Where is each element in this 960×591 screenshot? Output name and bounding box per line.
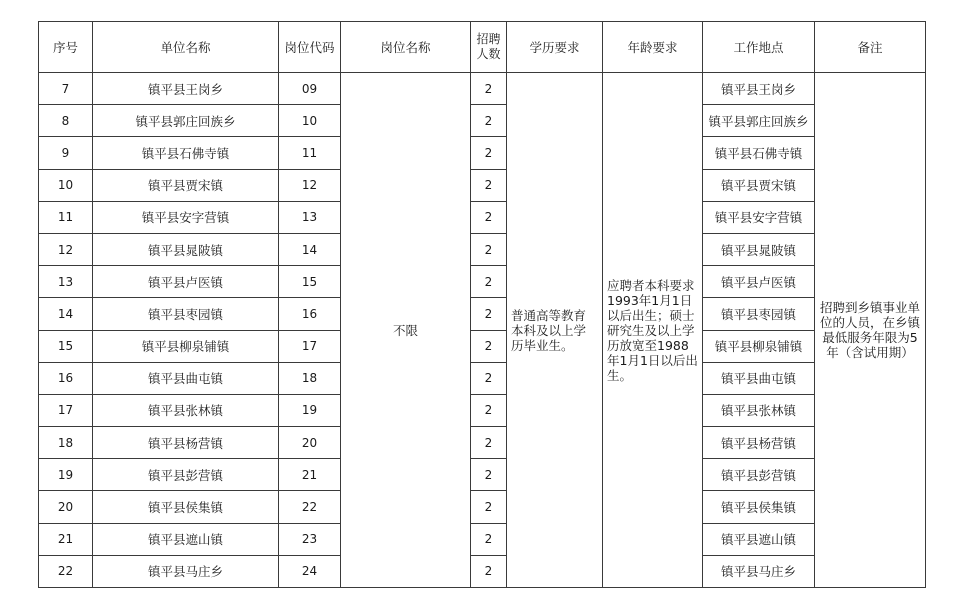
recruitment-table-container: [38, 21, 926, 588]
cell-seq: 18: [39, 427, 93, 459]
cell-seq: 9: [39, 137, 93, 169]
cell-recruit-count: 2: [471, 73, 507, 105]
cell-position-code: 21: [279, 459, 341, 491]
table-row: [39, 523, 926, 555]
cell-unit-name: 镇平县曲屯镇: [93, 362, 279, 394]
cell-work-location: 镇平县郭庄回族乡: [703, 105, 815, 137]
table-row: [39, 459, 926, 491]
cell-recruit-count: 2: [471, 362, 507, 394]
cell-unit-name: 镇平县石佛寺镇: [93, 137, 279, 169]
cell-position-code: 10: [279, 105, 341, 137]
cell-recruit-count: 2: [471, 394, 507, 426]
header-recruit-count: [471, 22, 507, 73]
cell-seq: 22: [39, 555, 93, 587]
cell-unit-name: 镇平县晁陂镇: [93, 233, 279, 265]
table-row: [39, 137, 926, 169]
cell-seq: 12: [39, 233, 93, 265]
table-row: [39, 555, 926, 587]
header-age: 年龄要求: [603, 22, 703, 73]
cell-position-code: 13: [279, 201, 341, 233]
cell-work-location: 镇平县柳泉铺镇: [703, 330, 815, 362]
table-body: [39, 73, 926, 588]
table-row: [39, 266, 926, 298]
cell-position-code: 19: [279, 394, 341, 426]
cell-position-code: 23: [279, 523, 341, 555]
cell-work-location: 镇平县王岗乡: [703, 73, 815, 105]
cell-recruit-count: 2: [471, 137, 507, 169]
cell-unit-name: 镇平县侯集镇: [93, 491, 279, 523]
cell-unit-name: 镇平县王岗乡: [93, 73, 279, 105]
cell-unit-name: 镇平县郭庄回族乡: [93, 105, 279, 137]
cell-seq: 20: [39, 491, 93, 523]
cell-recruit-count: 2: [471, 491, 507, 523]
cell-recruit-count: 2: [471, 523, 507, 555]
header-position-code: 岗位代码: [279, 22, 341, 73]
cell-seq: 19: [39, 459, 93, 491]
cell-position-code: 11: [279, 137, 341, 169]
table-row: [39, 169, 926, 201]
cell-unit-name: 镇平县马庄乡: [93, 555, 279, 587]
cell-recruit-count: 2: [471, 330, 507, 362]
cell-position-code: 22: [279, 491, 341, 523]
header-seq: 序号: [39, 22, 93, 73]
cell-unit-name: 镇平县贾宋镇: [93, 169, 279, 201]
table-row: [39, 491, 926, 523]
cell-position-name: 不限: [341, 73, 471, 588]
header-recruit-count-line2: 人数: [476, 47, 501, 61]
cell-unit-name: 镇平县遮山镇: [93, 523, 279, 555]
cell-position-code: 12: [279, 169, 341, 201]
cell-unit-name: 镇平县张林镇: [93, 394, 279, 426]
header-education: 学历要求: [507, 22, 603, 73]
table-row: [39, 427, 926, 459]
header-recruit-count-line1: 招聘: [476, 32, 501, 46]
cell-unit-name: 镇平县安字营镇: [93, 201, 279, 233]
cell-position-code: 18: [279, 362, 341, 394]
header-unit-name: 单位名称: [93, 22, 279, 73]
table-row: [39, 362, 926, 394]
cell-position-code: 16: [279, 298, 341, 330]
cell-work-location: 镇平县枣园镇: [703, 298, 815, 330]
table-row: [39, 330, 926, 362]
header-work-location: 工作地点: [703, 22, 815, 73]
cell-recruit-count: 2: [471, 427, 507, 459]
recruitment-table: [38, 21, 926, 588]
cell-unit-name: 镇平县卢医镇: [93, 266, 279, 298]
cell-position-code: 14: [279, 233, 341, 265]
table-row: [39, 73, 926, 105]
header-position-name: 岗位名称: [341, 22, 471, 73]
cell-work-location: 镇平县曲屯镇: [703, 362, 815, 394]
cell-work-location: 镇平县石佛寺镇: [703, 137, 815, 169]
table-row: [39, 233, 926, 265]
cell-work-location: 镇平县张林镇: [703, 394, 815, 426]
cell-notes: [815, 73, 926, 588]
cell-recruit-count: 2: [471, 459, 507, 491]
cell-seq: 16: [39, 362, 93, 394]
cell-unit-name: 镇平县枣园镇: [93, 298, 279, 330]
cell-work-location: 镇平县卢医镇: [703, 266, 815, 298]
cell-education: [507, 73, 603, 588]
cell-work-location: 镇平县安字营镇: [703, 201, 815, 233]
cell-recruit-count: 2: [471, 105, 507, 137]
table-row: [39, 298, 926, 330]
cell-recruit-count: 2: [471, 555, 507, 587]
cell-unit-name: 镇平县彭营镇: [93, 459, 279, 491]
header-row: [39, 22, 926, 73]
cell-recruit-count: 2: [471, 201, 507, 233]
cell-unit-name: 镇平县柳泉铺镇: [93, 330, 279, 362]
cell-position-code: 24: [279, 555, 341, 587]
cell-seq: 7: [39, 73, 93, 105]
cell-seq: 13: [39, 266, 93, 298]
cell-work-location: 镇平县遮山镇: [703, 523, 815, 555]
cell-recruit-count: 2: [471, 266, 507, 298]
cell-work-location: 镇平县马庄乡: [703, 555, 815, 587]
cell-recruit-count: 2: [471, 233, 507, 265]
cell-work-location: 镇平县彭营镇: [703, 459, 815, 491]
cell-seq: 17: [39, 394, 93, 426]
cell-seq: 21: [39, 523, 93, 555]
cell-seq: 15: [39, 330, 93, 362]
cell-work-location: 镇平县杨营镇: [703, 427, 815, 459]
cell-unit-name: 镇平县杨营镇: [93, 427, 279, 459]
table-row: [39, 201, 926, 233]
cell-position-code: 09: [279, 73, 341, 105]
table-row: [39, 394, 926, 426]
cell-position-code: 15: [279, 266, 341, 298]
notes-text: 招聘到乡镇事业单位的人员，在乡镇最低服务年限为5年（含试用期）: [819, 300, 920, 360]
cell-work-location: 镇平县贾宋镇: [703, 169, 815, 201]
cell-seq: 8: [39, 105, 93, 137]
cell-seq: 10: [39, 169, 93, 201]
cell-recruit-count: 2: [471, 169, 507, 201]
cell-seq: 11: [39, 201, 93, 233]
cell-work-location: 镇平县侯集镇: [703, 491, 815, 523]
table-row: [39, 105, 926, 137]
cell-age: [603, 73, 703, 588]
header-notes: 备注: [815, 22, 926, 73]
age-text: 应聘者本科要求1993年1月1日以后出生；硕士研究生及以上学历放宽至1988年1月1日以后出生。: [607, 277, 698, 383]
cell-position-code: 20: [279, 427, 341, 459]
cell-work-location: 镇平县晁陂镇: [703, 233, 815, 265]
education-text: 普通高等教育本科及以上学历毕业生。: [511, 307, 587, 353]
cell-recruit-count: 2: [471, 298, 507, 330]
cell-position-code: 17: [279, 330, 341, 362]
cell-seq: 14: [39, 298, 93, 330]
